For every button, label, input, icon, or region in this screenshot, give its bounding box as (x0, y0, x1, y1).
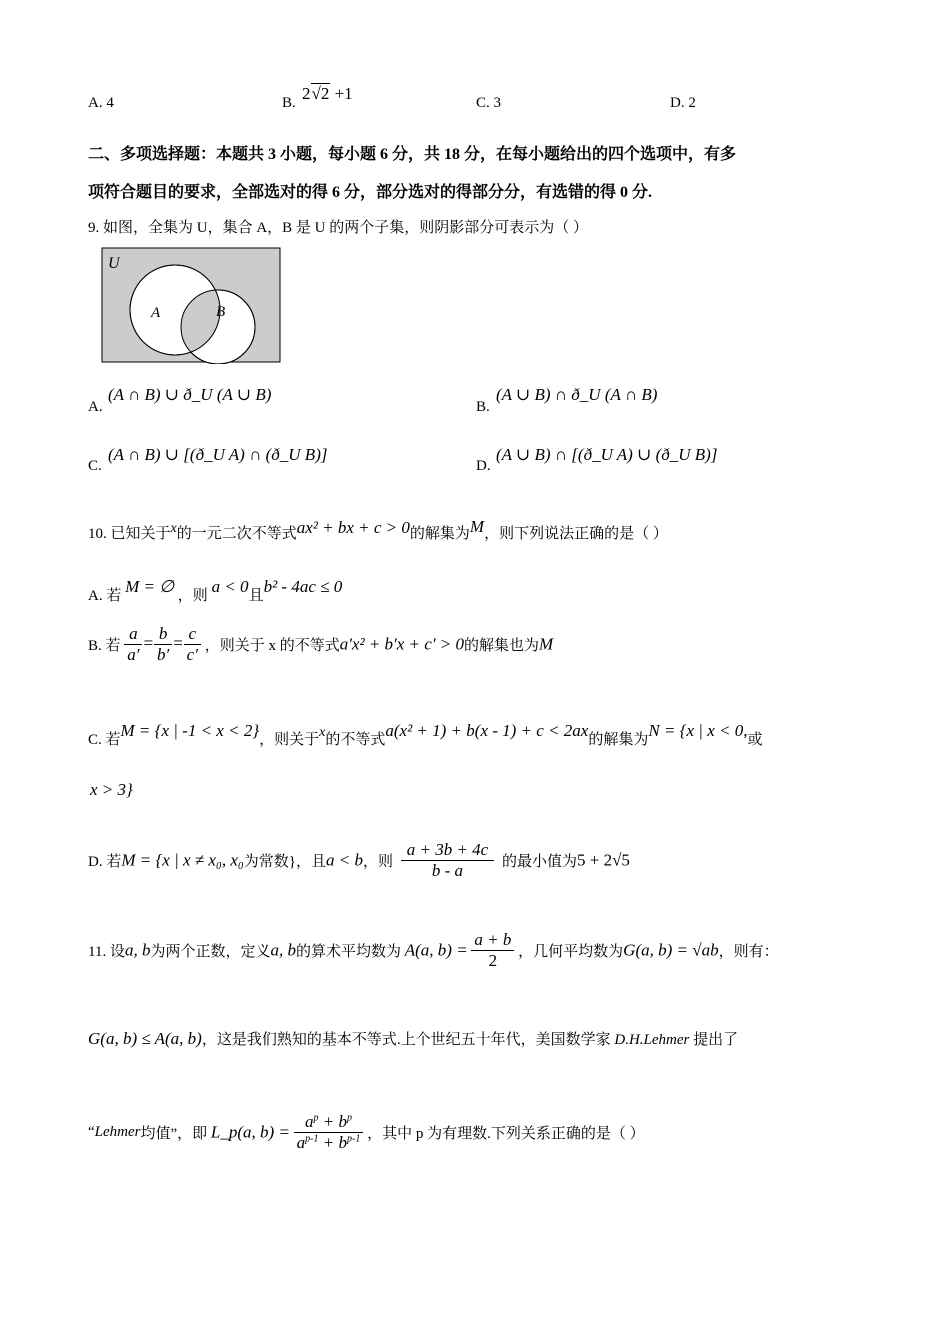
venn-diagram (100, 246, 282, 364)
q11-arith-mean-fraction: $\frac{a + b}{2}$ (471, 930, 514, 971)
q10-option-d: D. 若M = {x | x ≠ x₀, x₀为常数}，且a < b，则 $\frac{a + 3b + 4c}{b - a}$ 的最小值为5 + 2√5 (88, 840, 630, 880)
q10-stem: 10. 已知关于x的一元二次不等式ax² + bx + c > 0的解集为M，则下列说法正确的是（ ） (88, 517, 668, 542)
q8-option-a: A. 4 (88, 95, 114, 111)
q8-option-d: D. 2 (670, 95, 696, 111)
q8-option-b-math: 2√2 +1 (302, 84, 353, 103)
q10-option-a: A. 若 M = ∅ ，则 a < 0且b² - 4ac ≤ 0 (88, 577, 343, 604)
q9-option-d-math: (A ∪ B) ∩ [(ð_U A) ∪ (ð_U B)] (496, 445, 718, 464)
q9-option-b-label: B. (476, 399, 490, 415)
q10-option-c-cont: x > 3} (90, 780, 133, 799)
q11-stem-line3: “Lehmer均值”，即 L_p(a, b) = $\frac{a^p + b^p}{a^{p-1} + b^{p-1}}$ ，其中 p 为有理数.下列关系正确的是（ ） (88, 1112, 645, 1152)
q8-option-b-label: B. (282, 95, 296, 111)
q9-option-a-label: A. (88, 399, 103, 415)
q9-stem: 9. 如图，全集为 U，集合 A，B 是 U 的两个子集，则阴影部分可表示为（ ） (88, 220, 589, 236)
q9-option-a-math: (A ∩ B) ∪ ð_U (A ∪ B) (108, 385, 272, 404)
q11-lehmer-fraction: $\frac{a^p + b^p}{a^{p-1} + b^{p-1}}$ (294, 1112, 364, 1153)
q10-b-ratio: $\frac{a}{a'}$ = $\frac{b}{b'}$ = $\frac{c}{c'}$ (124, 624, 201, 665)
q10-option-c: C. 若M = {x | -1 < x < 2}，则关于x的不等式a(x² + 1) + b(x - 1) + c < 2ax的解集为N = {x | x < 0,或 (88, 721, 763, 748)
venn-label-a: A (151, 305, 161, 321)
q11-stem-line1: 11. 设a, b为两个正数，定义a, b的算术平均数为 A(a, b) = $\frac{a + b}{2}$ ，几何平均数为G(a, b) = √ab，则有： (88, 930, 779, 970)
q9-option-d-label: D. (476, 458, 491, 474)
q10-option-b: B. 若 $\frac{a}{a'}$ = $\frac{b}{b'}$ = $\frac{c}{c'}$ ，则关于 x 的不等式a′x² + b′x + c′ > 0的解集也为M (88, 624, 554, 664)
q8-option-c: C. 3 (476, 95, 502, 111)
q9-option-c-label: C. (88, 458, 102, 474)
section-heading-line2: 项符合题目的要求，全部选对的得 6 分，部分选对的得部分分，有选错的得 0 分. (88, 184, 653, 201)
venn-label-b: B (216, 304, 226, 320)
q11-stem-line2: G(a, b) ≤ A(a, b)，这是我们熟知的基本不等式.上个世纪五十年代，美国数学家 D.H.Lehmer 提出了 (88, 1029, 739, 1048)
section-heading-line1: 二、多项选择题：本题共 3 小题，每小题 6 分，共 18 分，在每小题给出的四个选项中，有多 (88, 146, 737, 163)
q9-option-c-math: (A ∩ B) ∪ [(ð_U A) ∩ (ð_U B)] (108, 445, 328, 464)
venn-label-u: U (108, 255, 120, 272)
q9-option-b-math: (A ∪ B) ∩ ð_U (A ∩ B) (496, 385, 658, 404)
q10-d-fraction: $\frac{a + 3b + 4c}{b - a}$ (401, 840, 495, 881)
